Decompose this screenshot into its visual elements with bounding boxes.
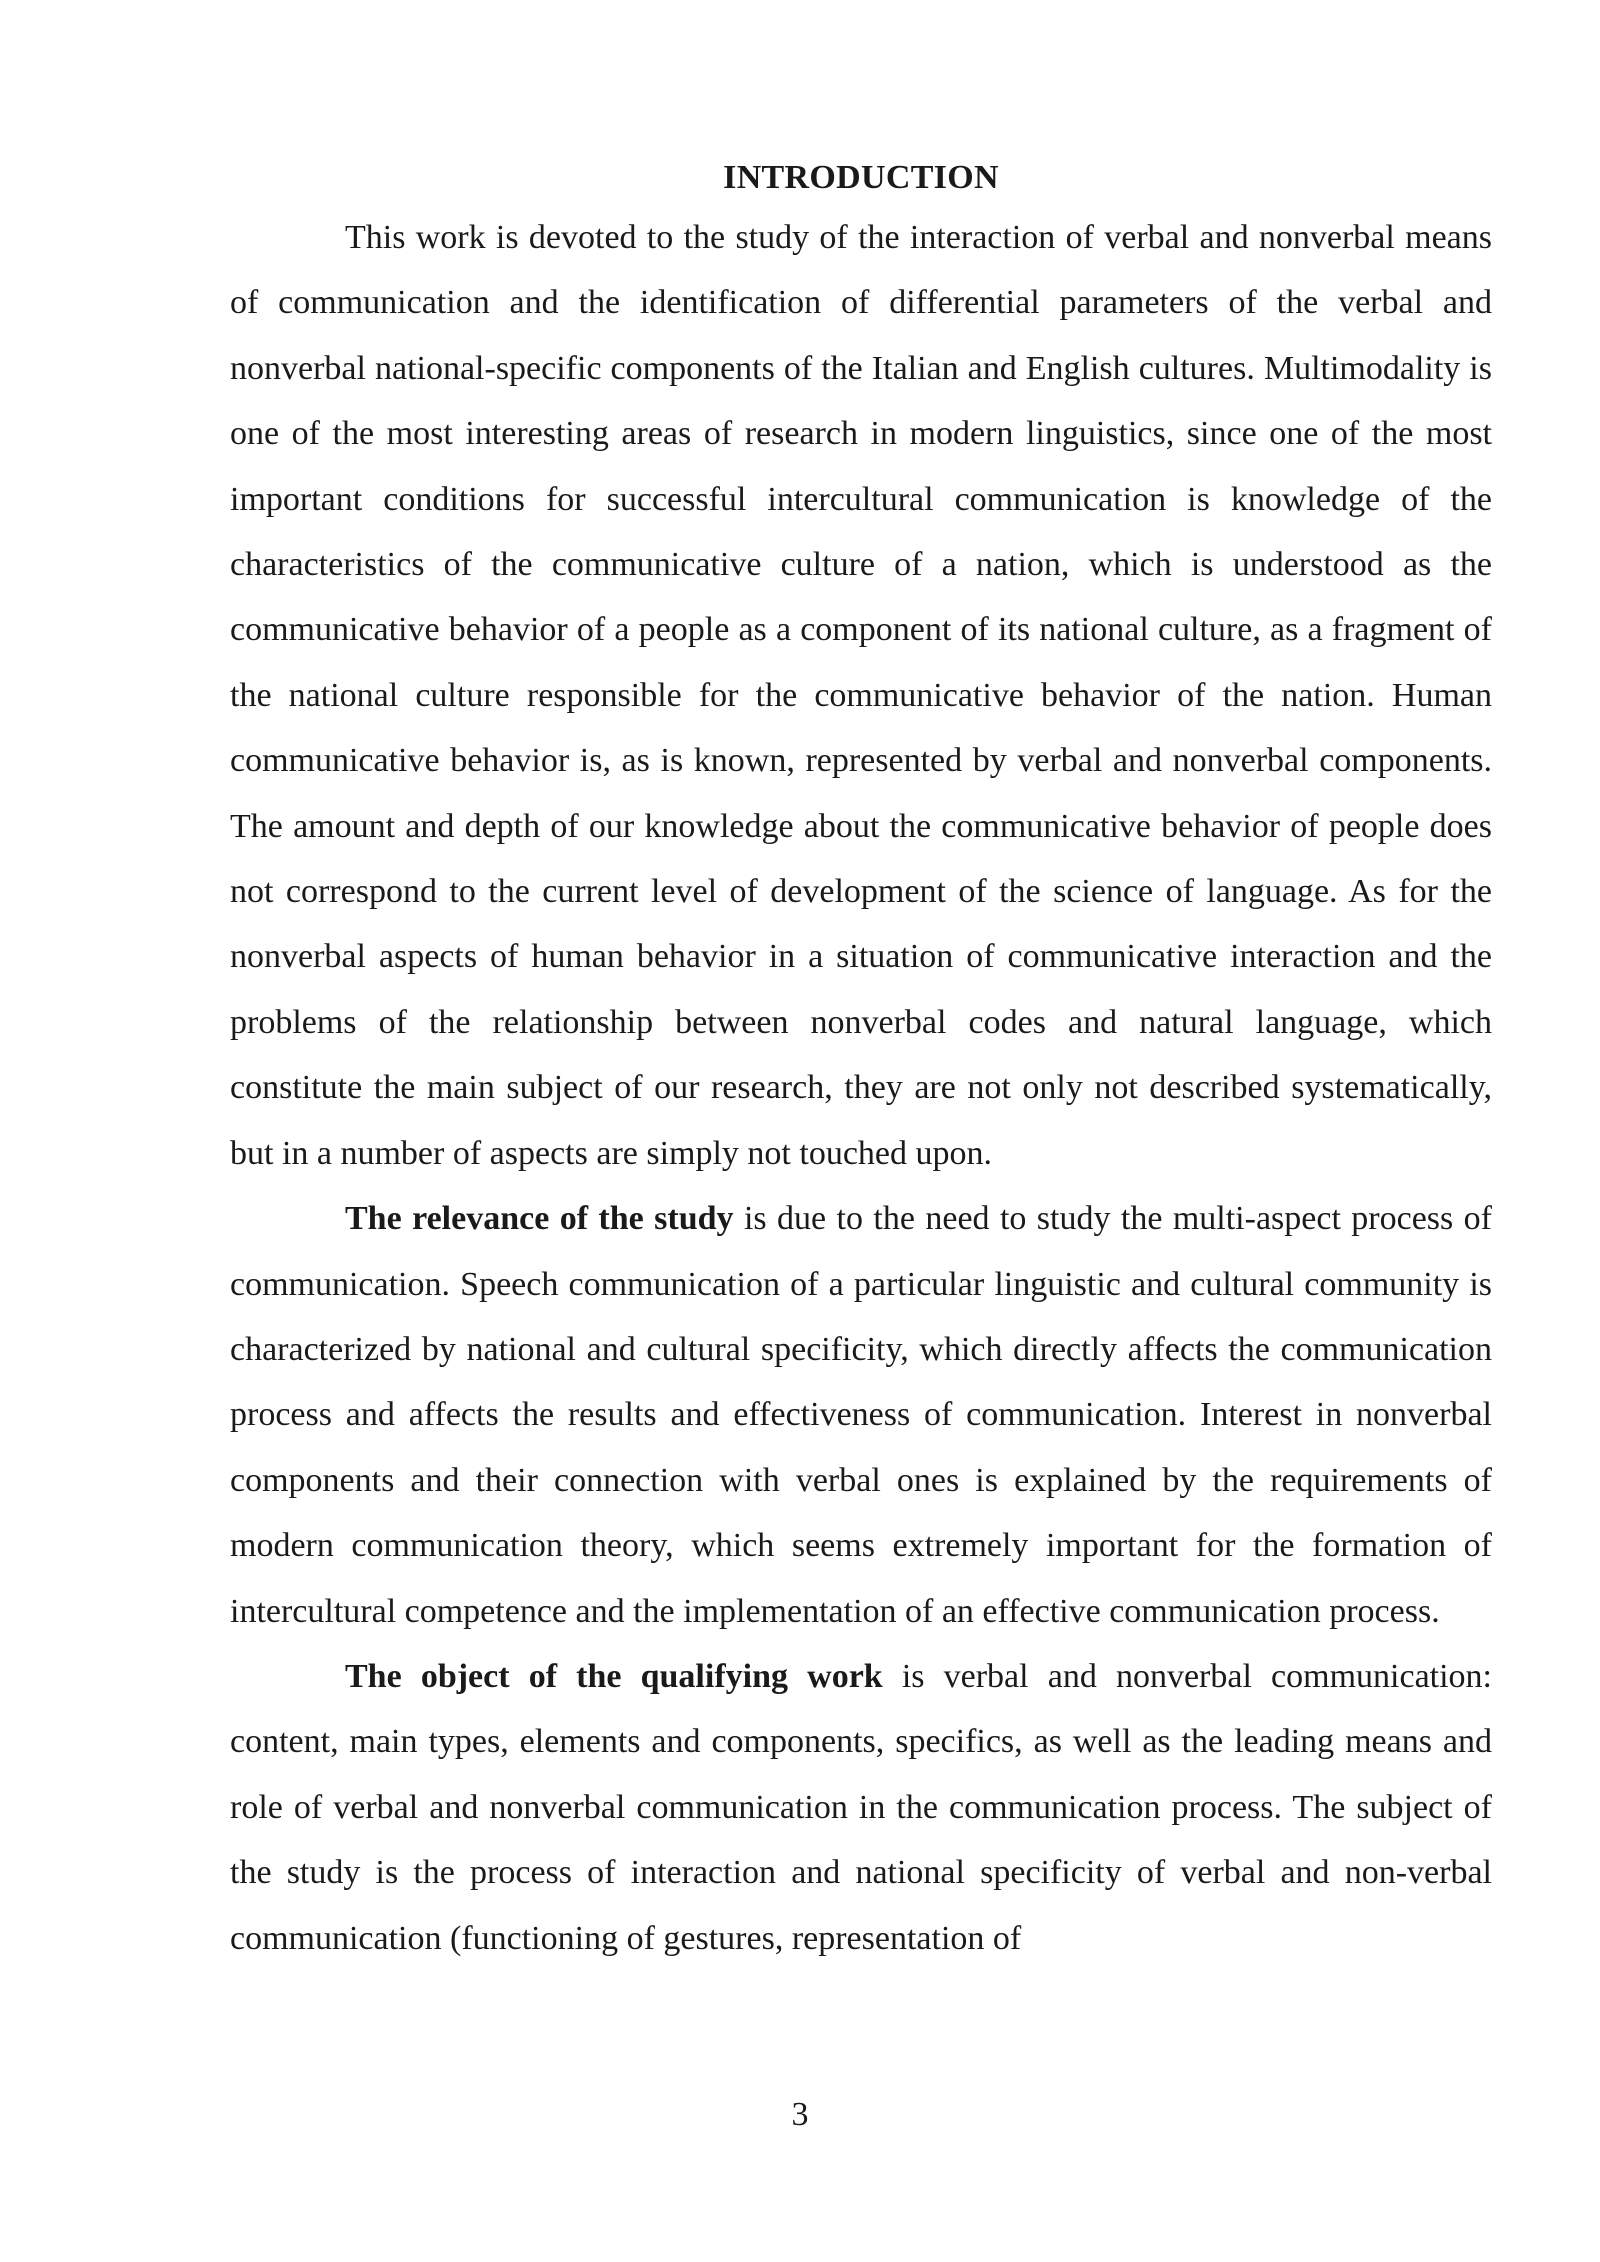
paragraph-relevance-lead: The relevance of the study — [345, 1200, 734, 1238]
paragraph-relevance — [230, 1186, 1492, 1644]
paragraph-intro — [230, 205, 1492, 1186]
page-body — [230, 145, 1492, 1971]
paragraph-object — [230, 1644, 1492, 1971]
paragraph-relevance-text: is due to the need to study the multi-aspect process of communication. Speech communication of a particular linguistic and cultural community is characterized by national and cultural specificity, which directly affects the communication process and affects the results and effectiveness of communication. Interest in nonverbal components and their connection with verbal ones is explained by the requirements of modern communication theory, which seems extremely important for the formation of intercultural competence and the implementation of an effective communication process. — [230, 1200, 1493, 1630]
paragraph-intro-text: This work is devoted to the study of the interaction of verbal and nonverbal means of communication and the identification of differential parameters of the verbal and nonverbal national-specific components of the Italian and English cultures. Multimodality is one of the most interesting areas of research in modern linguistics, since one of the most important conditions for successful intercultural communication is knowledge of the characteristics of the communicative culture of a nation, which is understood as the communicative behavior of a people as a component of its national culture, as a fragment of the national culture responsible for the communicative behavior of the nation. Human communicative behavior is, as is known, represented by verbal and nonverbal components. The amount and depth of our knowledge about the communicative behavior of people does not correspond to the current level of development of the science of language. As for the nonverbal aspects of human behavior in a situation of communicative interaction and the problems of the relationship between nonverbal codes and natural language, which constitute the main subject of our research, they are not only not described systematically, but in a number of aspects are simply not touched upon. — [230, 219, 1492, 1172]
section-heading: INTRODUCTION — [723, 159, 999, 196]
paragraph-object-text: is verbal and nonverbal communication: content, main types, elements and components, specifics, as well as the leading means and role of verbal and nonverbal communication in the communication process. The subject of the study is the process of interaction and national specificity of verbal and non-verbal communication (functioning of gestures, representation of — [230, 1657, 1492, 1957]
page-number: 3 — [791, 2096, 809, 2133]
paragraph-object-lead: The object of the qualifying work — [345, 1657, 883, 1695]
